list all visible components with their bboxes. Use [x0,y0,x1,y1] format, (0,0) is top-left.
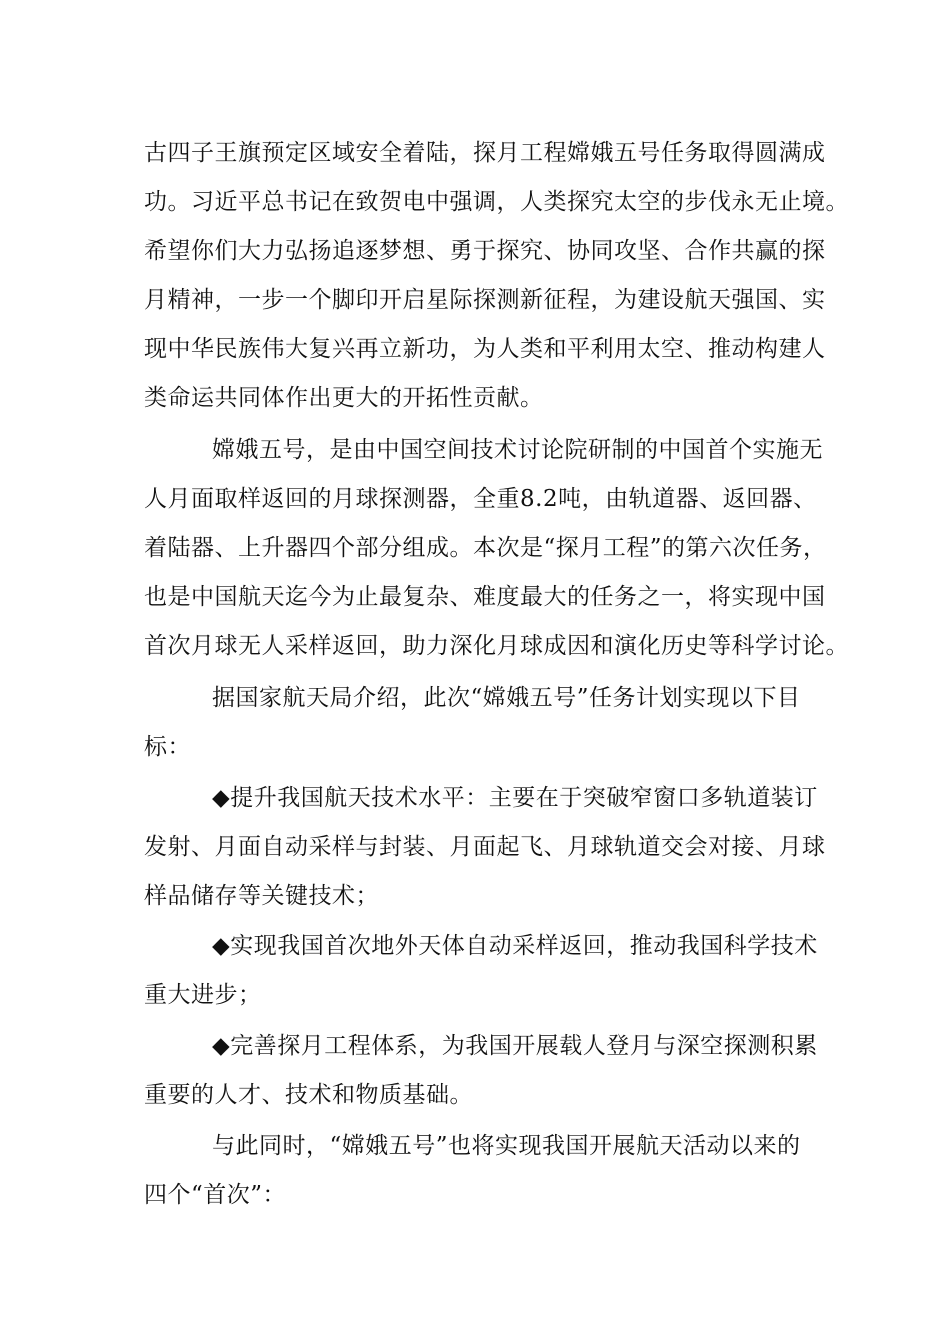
paragraph-2-line-5: 首次月球无人采样返回，助力深化月球成因和演化历史等科学讨论。 [144,633,849,659]
paragraph-5-line-1: ◆实现我国首次地外天体自动采样返回，推动我国科学技术 [212,933,818,959]
paragraph-4-line-1: ◆提升我国航天技术水平：主要在于突破窄窗口多轨道装订 [212,785,818,811]
paragraph-1-line-1: 古四子王旗预定区域安全着陆，探月工程嫦娥五号任务取得圆满成 [144,140,826,166]
paragraph-5-line-2: 重大进步； [144,982,262,1008]
paragraph-1-line-4: 月精神，一步一个脚印开启星际探测新征程，为建设航天强国、实 [144,287,826,313]
paragraph-7-line-2: 四个“首次”： [144,1182,287,1208]
paragraph-1-line-2: 功。习近平总书记在致贺电中强调，人类探究太空的步伐永无止境。 [144,189,849,215]
paragraph-2-line-3: 着陆器、上升器四个部分组成。本次是“探月工程”的第六次任务， [144,535,827,561]
paragraph-6-line-2: 重要的人才、技术和物质基础。 [144,1082,473,1108]
paragraph-1-line-5: 现中华民族伟大复兴再立新功，为人类和平利用太空、推动构建人 [144,336,826,362]
paragraph-3-line-2: 标： [144,734,191,760]
paragraph-2-line-2: 人月面取样返回的月球探测器，全重8.2吨，由轨道器、返回器、 [144,486,817,512]
paragraph-4-line-2: 发射、月面自动采样与封装、月面起飞、月球轨道交会对接、月球 [144,834,826,860]
paragraph-3-line-1: 据国家航天局介绍，此次“嫦娥五号”任务计划实现以下目 [212,685,801,711]
paragraph-1-line-6: 类命运共同体作出更大的开拓性贡献。 [144,385,544,411]
paragraph-2-line-1: 嫦娥五号，是由中国空间技术讨论院研制的中国首个实施无 [212,437,823,463]
paragraph-4-line-3: 样品储存等关键技术； [144,883,379,909]
paragraph-6-line-1: ◆完善探月工程体系，为我国开展载人登月与深空探测积累 [212,1033,818,1059]
paragraph-1-line-3: 希望你们大力弘扬追逐梦想、勇于探究、协同攻坚、合作共赢的探 [144,238,826,264]
paragraph-2-line-4: 也是中国航天迄今为止最复杂、难度最大的任务之一，将实现中国 [144,584,826,610]
paragraph-7-line-1: 与此同时，“嫦娥五号”也将实现我国开展航天活动以来的 [212,1133,801,1159]
